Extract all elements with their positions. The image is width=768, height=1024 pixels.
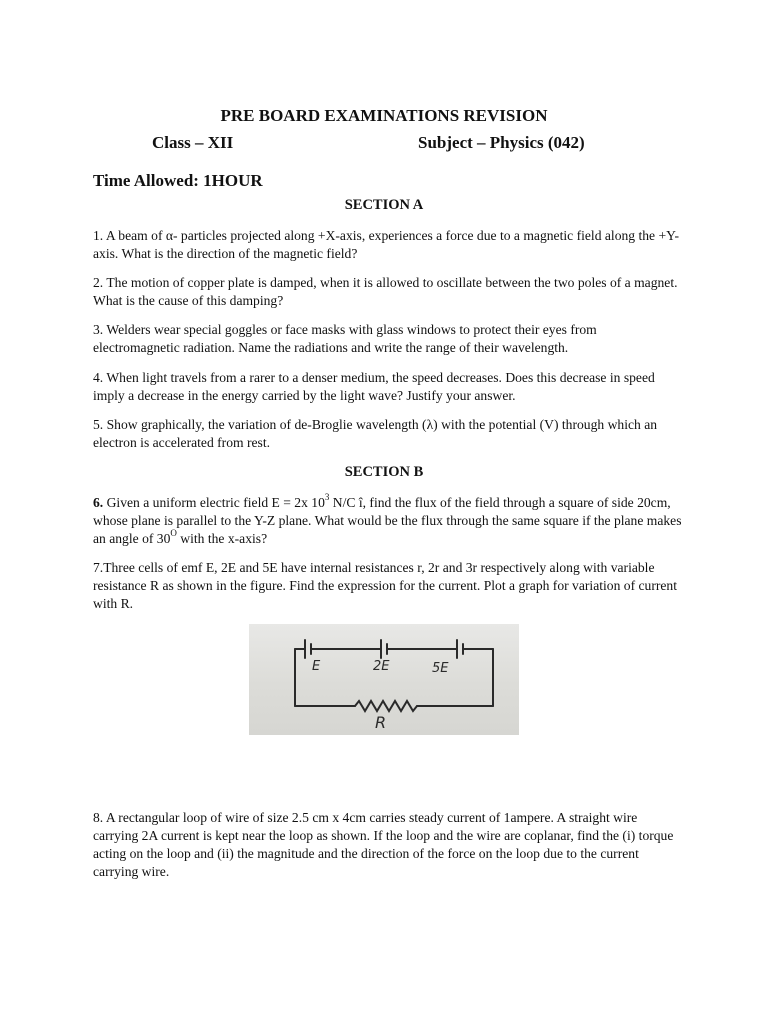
question-6-text-part3: with the x-axis?: [176, 531, 268, 546]
question-6-degree: O: [170, 528, 177, 539]
resistor-zigzag: [355, 701, 417, 711]
question-8: 8. A rectangular loop of wire of size 2.5 cm x 4cm carries steady current of 1ampere. A straight wire carrying 2A current is kept near the loop as shown. If the loop and the wire are coplanar, find the (i) torque acting on the loop and (ii) the magnitude and the direction of the force on the loop due to the current carrying wire.: [93, 810, 674, 879]
question-1: 1. A beam of α- particles projected along +X-axis, experiences a force due to a magnetic field along the +Y-axis. What is the direction of the magnetic field?: [93, 228, 679, 261]
subject-label: Subject – Physics (042): [418, 133, 585, 152]
question-6-text-part2: N/C î, find the flux of the field through a square of side 20cm, whose plane is parallel to the Y-Z plane. What would be the flux through the same square if the plane makes an angle of 30: [93, 495, 682, 546]
cell-2-label: 2E: [373, 659, 390, 674]
question-2: 2. The motion of copper plate is damped, when it is allowed to oscillate between the two poles of a magnet. What is the cause of this damping?: [93, 275, 678, 308]
question-7: 7.Three cells of emf E, 2E and 5E have internal resistances r, 2r and 3r respectively along with variable resistance R as shown in the figure. Find the expression for the current. Plot a graph for variation of current with R.: [93, 560, 677, 611]
circuit-figure: [249, 624, 519, 735]
document-title: PRE BOARD EXAMINATIONS REVISION: [220, 106, 548, 125]
cell-3-label: 5E: [432, 661, 449, 676]
cell-1-label: E: [312, 659, 321, 674]
question-4: 4. When light travels from a rarer to a denser medium, the speed decreases. Does this decrease in speed imply a decrease in the energy carried by the light wave? Justify your answer.: [93, 370, 655, 403]
question-6-number: 6.: [93, 495, 104, 510]
question-3: 3. Welders wear special goggles or face masks with glass windows to protect their eyes from electromagnetic radiation. Name the radiations and write the range of their wavelength.: [93, 322, 597, 355]
question-6-exponent: 3: [324, 492, 330, 503]
time-allowed: Time Allowed: 1HOUR: [93, 171, 263, 190]
section-a-heading: SECTION A: [344, 197, 424, 213]
question-6-text-part1: Given a uniform electric field E = 2x 10: [103, 495, 325, 510]
section-b-heading: SECTION B: [344, 464, 424, 480]
resistor-label: R: [375, 713, 387, 732]
question-6: [93, 494, 683, 548]
circuit-diagram: [249, 624, 519, 735]
question-5: 5. Show graphically, the variation of de-Broglie wavelength (λ) with the potential (V) through which an electron is accelerated from rest.: [93, 417, 658, 450]
class-label: Class – XII: [152, 133, 234, 152]
